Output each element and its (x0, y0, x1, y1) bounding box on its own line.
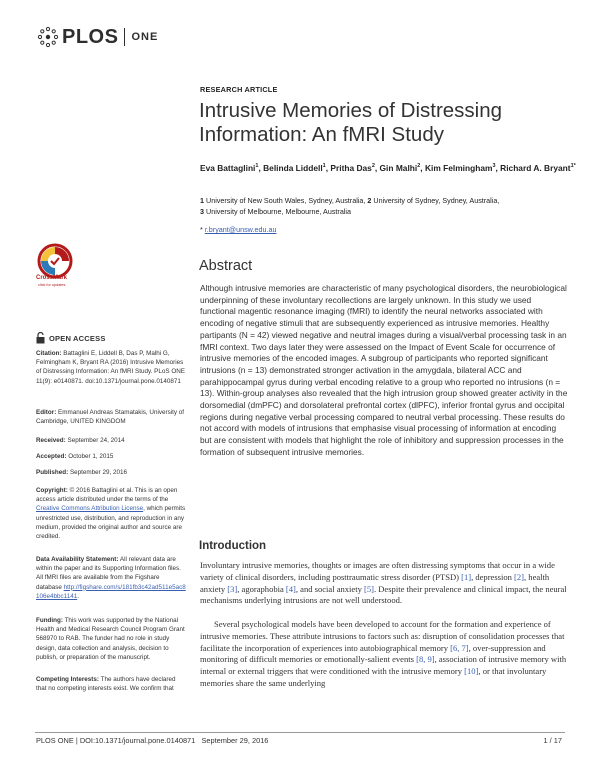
affiliation: 1 University of New South Wales, Sydney, Australia, (200, 196, 366, 205)
article-type: RESEARCH ARTICLE (200, 85, 278, 94)
abstract-text: Although intrusive memories are characteristic of many psychological disorders, the neurobiological underpinning of these involuntary recollections are largely unknown. In this study we used functional magentic resonance imaging (fMRI) to identify the neural networks associated with encoding of negative stimuli that are subsequently experienced as intrusive memories. Healthy partipants (N = 42) viewed negative and neutral images during a visual/verbal processing task in an fMRI context. Two days later they were assessed on the Impact of Event Scale for occurrence of intrusive memories of the encoded images. A subgroup of participants who reported significant intrusions (n = 13) demonstrated stronger activation in the amygdala, bilateral ACC and parahippocampal gyrus during verbal encoding relative to a group who reported no intrusions (n = 13). Within-group analyses also revealed that the high intrusion group showed greater activity in the dorsomedial (dmPFC) and dorsolateral prefrontal cortex (dlPFC), inferior frontal gyrus and occipital regions during negative verbal processing compared to neutral verbal processing. These results do not accord with models of intrusions that emphasise visual processing of information at encoding but are consistent with models that highlight the role of inhibitory and suppression processes in the formation of subsequent intrusive memories. (200, 283, 568, 457)
reference-link[interactable]: [5] (364, 583, 374, 594)
reference-link[interactable]: [10] (464, 666, 479, 676)
funding-block: Funding: This work was supported by the National Health and Medical Research Council Program Grant 568970 to RAB. The funder had no role in study design, data collection and analysis, decision to publish, or preparation of the manuscript. (36, 617, 185, 661)
reference-link[interactable]: [1] (461, 571, 472, 582)
corresponding-email: * r.bryant@unsw.edu.au (200, 225, 277, 234)
reference-link[interactable]: [4] (285, 583, 296, 594)
affiliation: 2 University of Sydney, Sydney, Australia, (367, 196, 500, 205)
competing-interests-block: Competing Interests: The authors have declared that no competing interests exist. We confirm that (36, 676, 176, 693)
introduction-heading: Introduction (199, 540, 267, 552)
author[interactable]: Richard A. Bryant$^{1*}$ (500, 162, 576, 173)
crossmark-label[interactable]: CrossMark (36, 275, 68, 281)
footer-citation: PLOS ONE | DOI:10.1371/journal.pone.0140871 September 29, 2016 (36, 736, 269, 745)
accepted-date: Accepted: October 1, 2015 (36, 453, 114, 460)
editor-block: Editor: Emmanuel Andreas Stamatakis, University of Cambridge, UNITED KINGDOM (36, 409, 185, 426)
plos-one-logo[interactable] (37, 24, 158, 50)
published-date: Published: September 29, 2016 (36, 469, 127, 476)
open-access-badge: OPEN ACCESS (36, 332, 106, 344)
license-link[interactable]: Creative Commons Attribution License (36, 505, 144, 513)
plos-dots-icon (37, 26, 59, 48)
email-link[interactable]: r.bryant@unsw.edu.au (204, 225, 277, 234)
copyright-block: Copyright: © 2016 Battaglini et al. This is an open access article distributed under the terms of the Creative Commons Attribution License, which permits unrestricted use, distribution, and reproduction in any medium, provided the original author and source are credited. (36, 487, 186, 541)
data-availability-block: Data Availability Statement: All relevant data are within the paper and its Supporting Information files. All fMRI files are available from the Figshare database http://figshare.com/s/181fb3c42ad511e5ac8106e4bbc1141. (36, 556, 186, 600)
page-number: 1 / 17 (543, 736, 562, 745)
author[interactable]: Pritha Das$^2$ (330, 162, 375, 173)
introduction-paragraph: Several psychological models have been developed to account for the formation and experience of intrusive memories. These attribute intrusions to factors such as: disruption of consolidation processes that facilitate the incorporation of experiences into autobiographical memory [6, 7], over-suppression and monitoring of difficult memories or emotionally-salient events [8, 9], association of intrusive memory with internal or external triggers that were conditioned with the intrusive memory [10], or that involuntary memories share the same underlying (200, 619, 567, 688)
reference-link[interactable]: [3] (227, 583, 238, 594)
author[interactable]: Gin Malhi$^2$ (379, 162, 421, 173)
footer-divider (35, 732, 565, 733)
author[interactable]: Eva Battaglini$^1$ (200, 162, 259, 173)
received-date: Received: September 24, 2014 (36, 437, 125, 444)
logo-divider (124, 28, 125, 46)
figshare-link[interactable]: http://figshare.com/s/181fb3c42ad511e5ac8106e4bbc1141 (36, 583, 186, 600)
citation-block: Citation: Battaglini E, Liddell B, Das P, Malhi G, Felmingham K, Bryant RA (2016) Intrusive Memories of Distressing Information: An fMRI Study. PLoS ONE 11(9): e0140871. doi:10.1371/journal.pone.0140871 (36, 350, 185, 385)
article-title: Intrusive Memories of Distressing Information: An fMRI Study (199, 99, 503, 146)
open-lock-icon (36, 332, 45, 344)
affiliations (200, 195, 580, 217)
logo-plos-text: PLOS (62, 25, 119, 48)
reference-link[interactable]: [2] (514, 571, 525, 582)
reference-link[interactable]: [6, 7] (450, 642, 469, 653)
introduction-paragraph: Involuntary intrusive memories, thoughts or images are often distressing symptoms that occur in a wide variety of clinical disorders, including posttraumatic stress disorder (PTSD) [1], depression [2], health anxiety [3], agoraphobia [4], and social anxiety [5]. Despite their prevalence and clinical impact, the neural mechanisms underlying intrusions are not well understood. (200, 560, 567, 606)
logo-journal-text: ONE (131, 31, 159, 43)
reference-link[interactable]: [8, 9] (416, 654, 435, 665)
abstract-heading: Abstract (199, 258, 253, 274)
affiliation: 3 University of Melbourne, Melbourne, Australia (200, 207, 352, 216)
author[interactable]: Belinda Liddell$^1$ (263, 162, 326, 173)
author-list: Eva Battaglini$^1$, Belinda Liddell$^1$, Pritha Das$^2$, Gin Malhi$^2$, Kim Felmingham$^3$, Richard A. Bryant$^{1*}$ (200, 162, 576, 173)
crossmark-sublabel[interactable]: click for updates (38, 283, 66, 287)
author[interactable]: Kim Felmingham$^3$ (424, 162, 496, 173)
